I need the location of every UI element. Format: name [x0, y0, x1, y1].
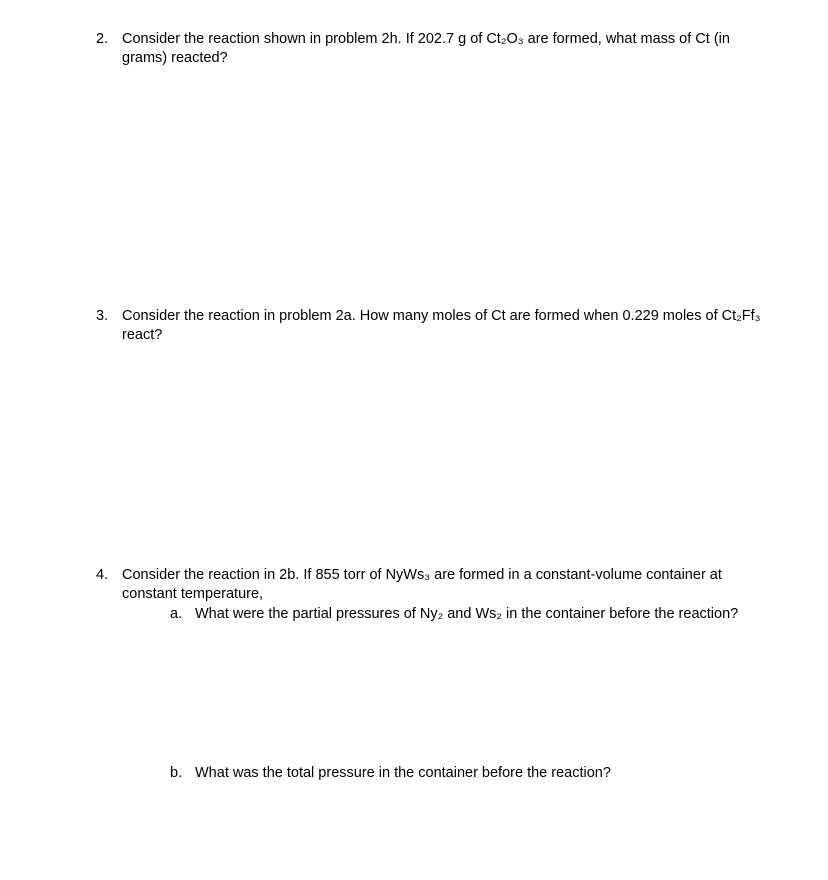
- question-3: [96, 307, 776, 345]
- part-text: What were the partial pressures of Ny₂ and Ws₂ in the container before the reaction?: [195, 606, 739, 622]
- question-4: [96, 566, 776, 604]
- part-letter: a.: [170, 606, 183, 622]
- part-letter: b.: [170, 765, 183, 781]
- question-number: 4.: [96, 567, 109, 583]
- question-number: 2.: [96, 31, 109, 47]
- question-4-part-b: [170, 764, 790, 783]
- question-text: Consider the reaction shown in problem 2h. If 202.7 g of Ct₂O₃ are formed, what mass of Ct (in grams) reacted?: [122, 31, 730, 66]
- question-text: Consider the reaction in problem 2a. How many moles of Ct are formed when 0.229 moles of Ct₂Ff₃ react?: [122, 308, 761, 343]
- question-4-part-a: [170, 605, 790, 624]
- question-number: 3.: [96, 308, 109, 324]
- question-2: [96, 30, 776, 68]
- part-text: What was the total pressure in the container before the reaction?: [195, 765, 611, 781]
- question-text: Consider the reaction in 2b. If 855 torr of NyWs₃ are formed in a constant-volume container at constant temperature,: [122, 567, 722, 602]
